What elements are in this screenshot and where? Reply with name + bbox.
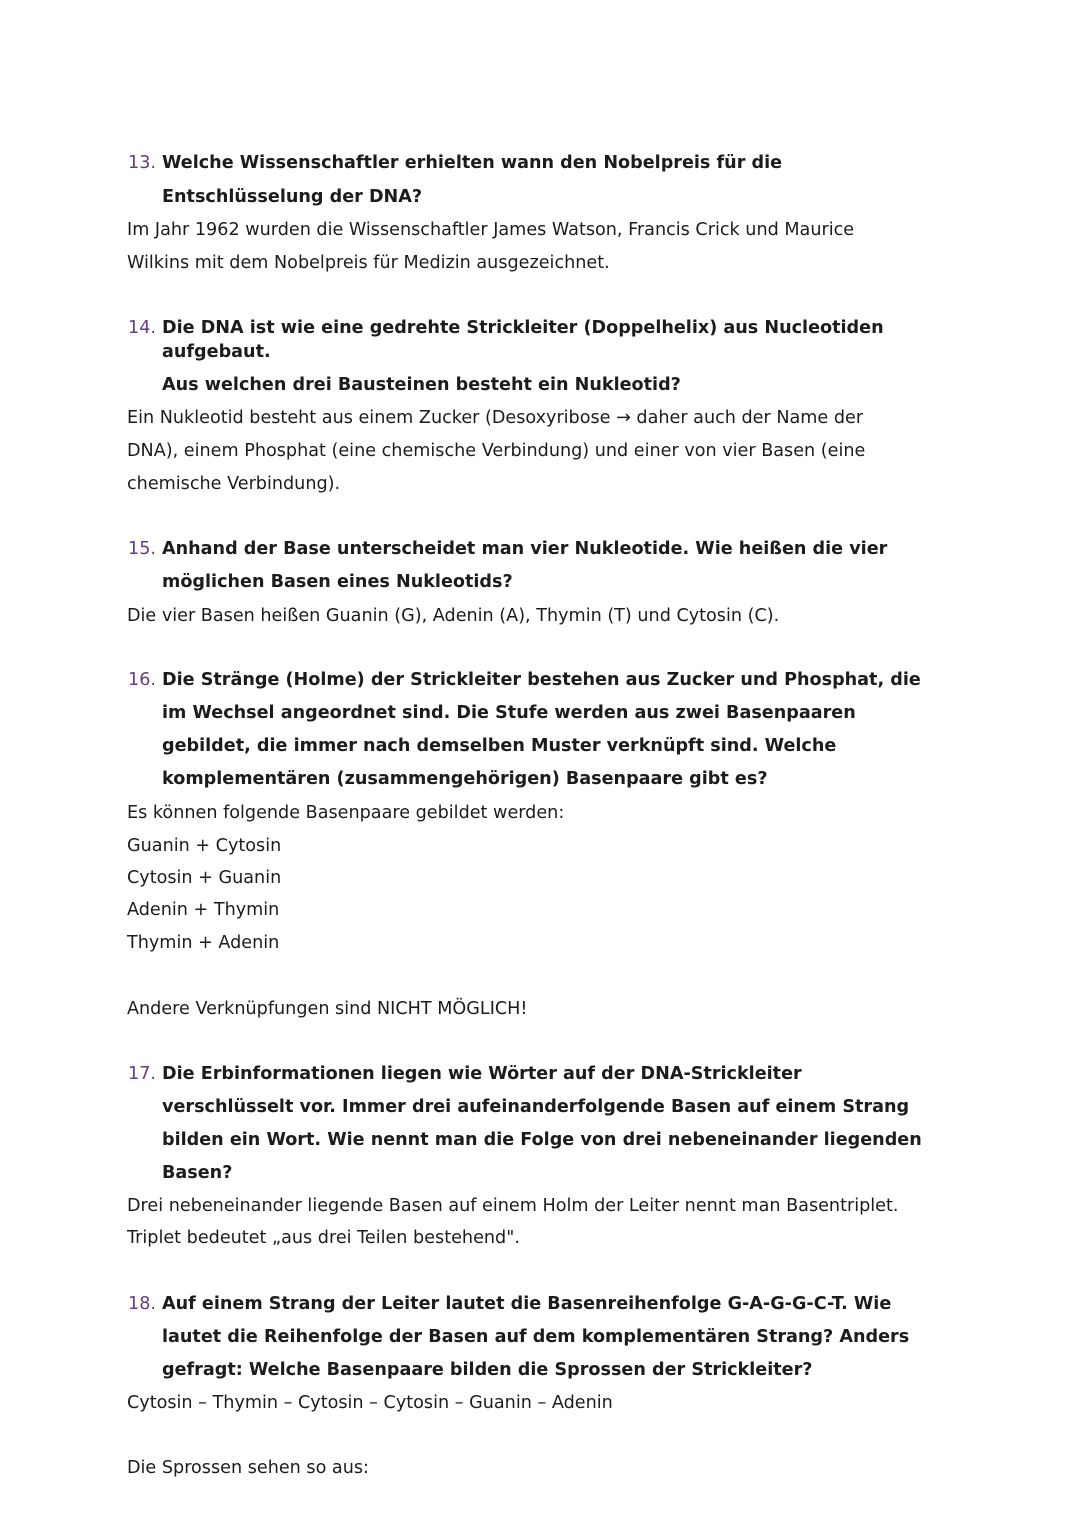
question-14-number: 14. <box>128 318 156 338</box>
question-17-line-1: 17. Die Erbinformationen liegen wie Wörter auf der DNA-Strickleiter <box>128 1064 802 1084</box>
answer-16-line-1: Es können folgende Basenpaare gebildet werden: <box>127 803 565 823</box>
question-13-number: 13. <box>128 153 156 173</box>
question-13-line-2: Entschlüsselung der DNA? <box>162 187 423 207</box>
answer-16-line-6: Andere Verknüpfungen sind NICHT MÖGLICH! <box>127 999 528 1019</box>
question-14-line-3: Aus welchen drei Bausteinen besteht ein Nukleotid? <box>162 375 681 395</box>
question-14-line-2: aufgebaut. <box>162 342 271 362</box>
answer-16-line-2: Guanin + Cytosin <box>127 836 282 856</box>
question-15-number: 15. <box>128 539 156 559</box>
question-16-number: 16. <box>128 670 156 690</box>
answer-13-line-1: Im Jahr 1962 wurden die Wissenschaftler James Watson, Francis Crick und Maurice <box>127 220 855 240</box>
question-16-line-4: komplementären (zusammengehörigen) Basenpaare gibt es? <box>162 769 768 789</box>
question-17-line-2: verschlüsselt vor. Immer drei aufeinanderfolgende Basen auf einem Strang <box>162 1097 910 1117</box>
answer-13-line-2: Wilkins mit dem Nobelpreis für Medizin ausgezeichnet. <box>127 253 610 273</box>
question-18-line-1: 18. Auf einem Strang der Leiter lautet die Basenreihenfolge G-A-G-G-C-T. Wie <box>128 1294 892 1314</box>
question-15-line-1: 15. Anhand der Base unterscheidet man vier Nukleotide. Wie heißen die vier <box>128 539 888 559</box>
question-13-line-1: 13. Welche Wissenschaftler erhielten wann den Nobelpreis für die <box>128 153 783 173</box>
question-15-line-2: möglichen Basen eines Nukleotids? <box>162 572 513 592</box>
question-18-line-3: gefragt: Welche Basenpaare bilden die Sprossen der Strickleiter? <box>162 1360 813 1380</box>
question-16-line-1: 16. Die Stränge (Holme) der Strickleiter bestehen aus Zucker und Phosphat, die <box>128 670 921 690</box>
answer-16-line-5: Thymin + Adenin <box>127 933 280 953</box>
answer-18-line-2: Die Sprossen sehen so aus: <box>127 1458 369 1478</box>
question-17-number: 17. <box>128 1064 156 1084</box>
answer-15-line-1: Die vier Basen heißen Guanin (G), Adenin (A), Thymin (T) und Cytosin (C). <box>127 606 780 626</box>
answer-14-line-3: chemische Verbindung). <box>127 474 341 494</box>
question-16-line-2: im Wechsel angeordnet sind. Die Stufe werden aus zwei Basenpaaren <box>162 703 856 723</box>
answer-18-line-1: Cytosin – Thymin – Cytosin – Cytosin – Guanin – Adenin <box>127 1393 613 1413</box>
question-18-number: 18. <box>128 1294 156 1314</box>
answer-17-line-2: Triplet bedeutet „aus drei Teilen bestehend". <box>127 1228 520 1248</box>
answer-16-line-4: Adenin + Thymin <box>127 900 280 920</box>
answer-14-line-1: Ein Nukleotid besteht aus einem Zucker (Desoxyribose → daher auch der Name der <box>127 408 864 428</box>
answer-17-line-1: Drei nebeneinander liegende Basen auf einem Holm der Leiter nennt man Basentriplet. <box>127 1196 899 1216</box>
question-17-line-3: bilden ein Wort. Wie nennt man die Folge von drei nebeneinander liegenden <box>162 1130 922 1150</box>
question-14-line-1: 14. Die DNA ist wie eine gedrehte Strickleiter (Doppelhelix) aus Nucleotiden <box>128 318 884 338</box>
answer-16-line-3: Cytosin + Guanin <box>127 868 282 888</box>
question-17-line-4: Basen? <box>162 1163 233 1183</box>
question-16-line-3: gebildet, die immer nach demselben Muster verknüpft sind. Welche <box>162 736 837 756</box>
question-18-line-2: lautet die Reihenfolge der Basen auf dem komplementären Strang? Anders <box>162 1327 910 1347</box>
answer-14-line-2: DNA), einem Phosphat (eine chemische Verbindung) und einer von vier Basen (eine <box>127 441 866 461</box>
